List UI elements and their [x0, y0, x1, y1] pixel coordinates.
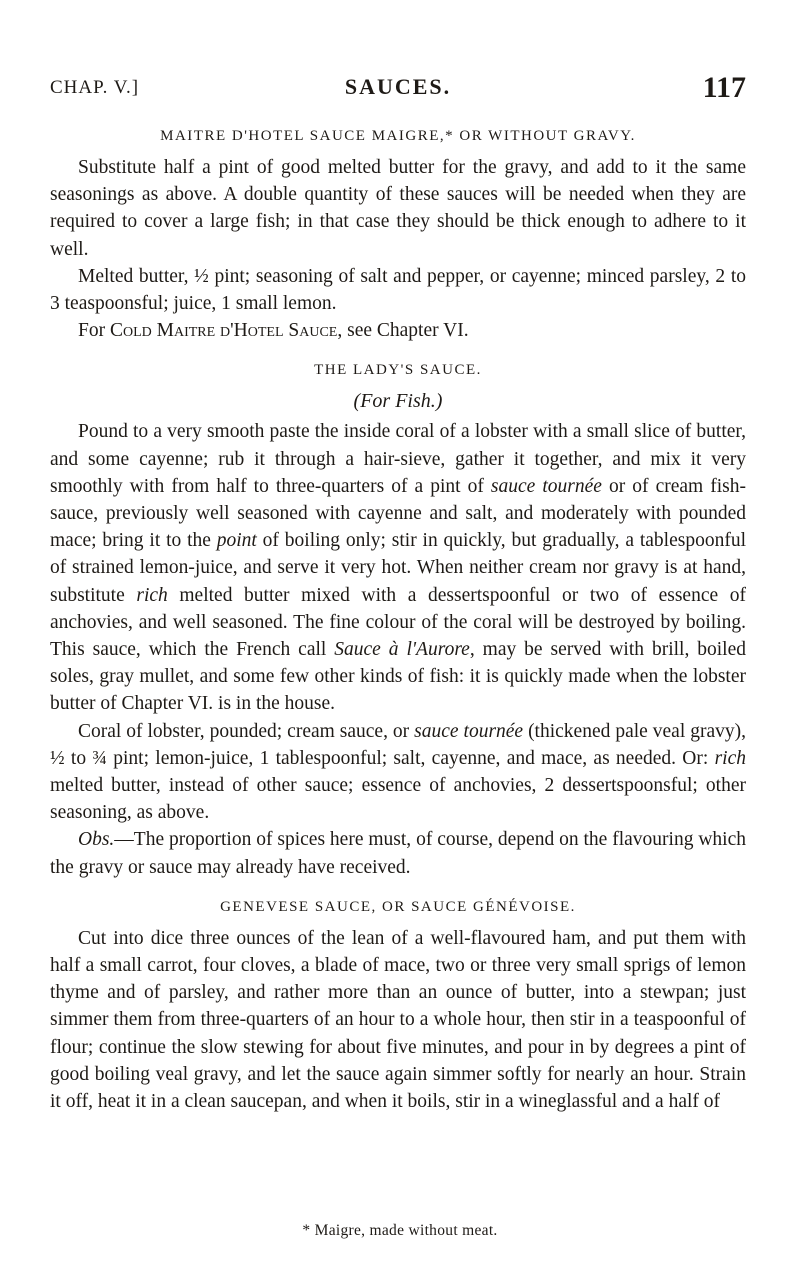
chapter-label: CHAP. V.] [50, 77, 140, 98]
paragraph-ingredients [50, 718, 746, 827]
running-head [50, 0, 746, 118]
italic-run: sauce tournée [490, 475, 602, 497]
footnote: * Maigre, made without meat. [302, 1222, 498, 1239]
text-run: Coral of lobster, pounded; cream sauce, or [78, 720, 415, 742]
italic-run: Sauce à l'Aurore [334, 639, 470, 661]
text-run: of boiling only; stir in quickly, but gradually, a tablespoonful of strained lemon-juice, and serve it very hot. When neither cream nor gravy is at hand, substitute [50, 530, 746, 606]
paragraph: Cut into dice three ounces of the lean of a well-flavoured ham, and put them with half a small carrot, four cloves, a blade of mace, two or three very small sprigs of lemon thyme and of parsley, and rather more than an ounce of butter, into a stewpan; just simmer them from three-quarters of an hour to a whole hour, then stir in a teaspoonful of flour; continue the slow stewing for about five minutes, and pour in by degrees a pint of good boiling veal gravy, and let the sauce again simmer softly for nearly an hour. Strain it off, heat it in a clean saucepan, and when it boils, stir in a wineglassful and a half of [50, 927, 746, 1113]
text-run: , may be served with brill, boiled soles, gray mullet, and some few other kinds of fish: it is quickly made when the lobster butter of Chapter VI. is in the house. [50, 639, 747, 715]
paragraph-ingredients: Melted butter, ½ pint; seasoning of salt and pepper, or cayenne; minced parsley, 2 to 3 teaspoonsful; juice, 1 small lemon. [50, 265, 746, 315]
crossref-suffix: , see Chapter VI. [337, 320, 469, 342]
section-heading-genevese-sauce: GENEVESE SAUCE, OR SAUCE GÉNÉVOISE. [220, 898, 576, 915]
page-number: 117 [702, 71, 746, 104]
obs-text: —The proportion of spices here must, of course, depend on the flavouring which the gravy or sauce may already have received. [50, 829, 746, 878]
crossref-prefix: For [78, 320, 110, 342]
text-run: Pound to a very smooth paste the inside coral of a lobster with a small slice of butter, and some cayenne; rub it through a hair-sieve, gather it together, and mix it very smoothly with from half to three-quarters of a pint of [50, 421, 746, 497]
paragraph: Substitute half a pint of good melted butter for the gravy, and add to it the same seasonings as above. A double quantity of these sauces will be needed when they are required to cover a large fish; in that case they should be thick enough to adhere to it well. [50, 157, 746, 260]
italic-run: point [216, 530, 257, 552]
crossref-paragraph [50, 317, 746, 344]
paragraph-method [50, 418, 746, 717]
running-title: SAUCES. [344, 74, 452, 99]
crossref-title: Cold Maitre d'Hotel Sauce [109, 320, 338, 342]
section-heading-ladys-sauce: THE LADY'S SAUCE. [314, 362, 482, 379]
obs-label: Obs. [78, 829, 115, 851]
section-subheading: (For Fish.) [353, 390, 443, 413]
italic-run: rich [714, 747, 746, 769]
observation-paragraph [50, 826, 746, 880]
text-run: or of cream fish-sauce, previously well seasoned with cayenne and salt, and moderately with pounded mace; bring it to the [50, 475, 746, 552]
text-run: melted butter, instead of other sauce; essence of anchovies, 2 dessertspoonsful; other seasoning, as above. [50, 775, 746, 824]
section-heading-maitre-d-hotel: MAITRE D'HOTEL SAUCE MAIGRE,* OR WITHOUT GRAVY. [160, 128, 636, 144]
text-run: melted butter mixed with a dessertspoonful or two of essence of anchovies, and well seasoned. The fine colour of the coral will be destroyed by boiling. This sauce, which the French call [50, 584, 746, 661]
italic-run: rich [136, 584, 168, 606]
italic-run: sauce tournée [414, 720, 524, 742]
text-run: (thickened pale veal gravy), ½ to ¾ pint; lemon-juice, 1 tablespoonful; salt, cayenne, and mace, as needed. Or: [50, 720, 746, 769]
